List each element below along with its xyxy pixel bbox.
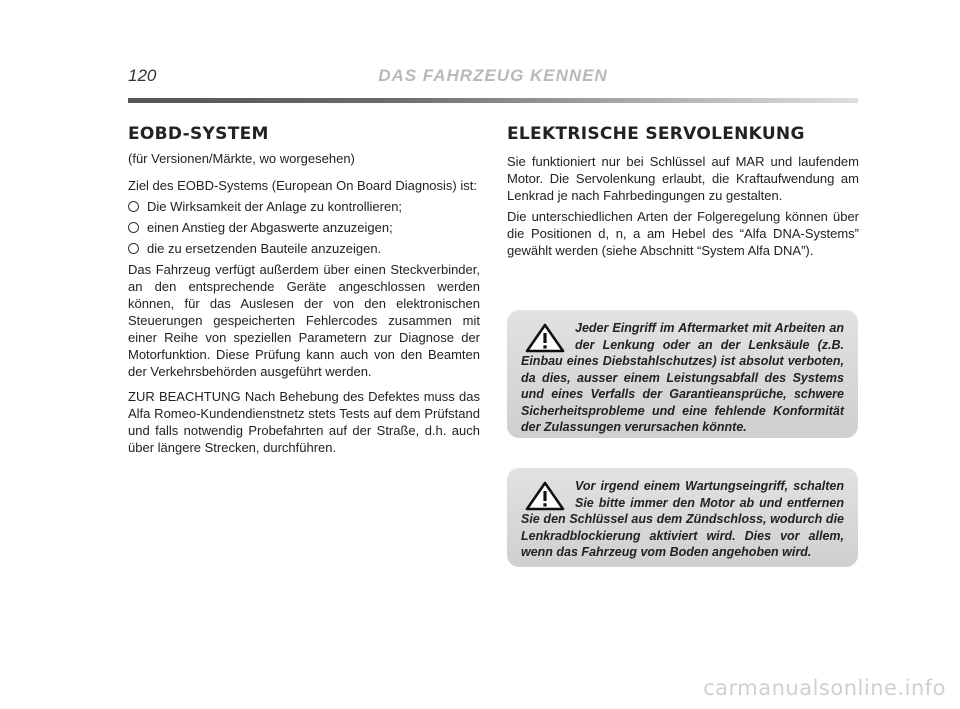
list-item-text: die zu ersetzenden Bauteile anzuzeigen. [147,241,382,256]
servo-section [507,124,859,259]
warning-box-aftermarket [507,310,858,438]
servo-paragraph-modes: Die unterschiedlichen Arten der Folgeregelung können über die Positionen d, n, a am Hebel des “Alfa DNA-Systems” gewählt werden (siehe Abschnitt “System Alfa DNA”). [507,209,859,258]
eobd-title: EOBD-SYSTEM [128,124,269,144]
warning-triangle-icon [525,481,565,511]
page-header [128,66,858,96]
circle-bullet-icon [128,201,139,212]
circle-bullet-icon [128,243,139,254]
circle-bullet-icon [128,222,139,233]
warning-box-maintenance [507,468,858,567]
eobd-section [128,124,480,456]
list-item [128,240,480,257]
eobd-paragraph-connector: Das Fahrzeug verfügt außerdem über einen Steckverbinder, an den entsprechende Geräte angeschlossen werden können, für das Auslesen der von den elektronischen Steuerungen gespeicherten Fehlercodes zusammen mit einer Reihe von speziellen Parametern zur Diagnose der Motorfunktion. Diese Prüfung kann auch von den Beamten der Verkehrsbehörden ausgeführt werden. [128,262,480,379]
warning-text: Vor irgend einem Wartungseingriff, schalten Sie bitte immer den Motor ab und entfernen Sie den Schlüssel aus dem Zündschloss, wodurch die Lenkradblockierung aktiviert wird. Dies vor allem, wenn das Fahrzeug vom Boden angehoben wird. [521,479,844,559]
list-item [128,219,480,236]
eobd-intro: Ziel des EOBD-Systems (European On Board Diagnosis) ist: [128,178,477,193]
list-item [128,198,480,215]
servo-paragraph-function: Sie funktioniert nur bei Schlüssel auf MAR und laufendem Motor. Die Servolenkung erlaubt, die Kraftaufwendung am Lenkrad je nach Fahrbedingungen zu gestalten. [507,154,859,203]
servo-title: ELEKTRISCHE SERVOLENKUNG [507,124,805,144]
eobd-paragraph-note: ZUR BEACHTUNG Nach Behebung des Defektes muss das Alfa Romeo-Kundendienstnetz stets Tests auf dem Prüfstand und falls notwendig Probefahrten auf der Straße, d.h. auch über längere Strecken, durchführen. [128,389,480,455]
list-item-text: Die Wirksamkeit der Anlage zu kontrollieren; [147,199,403,214]
watermark: carmanualsonline.info [703,676,946,700]
warning-triangle-icon [525,323,565,353]
eobd-subtitle: (für Versionen/Märkte, wo worgesehen) [128,151,355,166]
running-title: DAS FAHRZEUG KENNEN [378,66,608,85]
list-item-text: einen Anstieg der Abgaswerte anzuzeigen; [147,220,393,235]
page-number: 120 [128,66,157,85]
warning-text: Jeder Eingriff im Aftermarket mit Arbeiten an der Lenkung oder an der Lenksäule (z.B. Einbau eines Diebstahlschutzes) ist absolut verboten, da dies, ausser einem Leistungsabfall des Systems und eines Verfalls der Garantieansprüche, schwere Sicherheitsprobleme und eine fehlende Konformität der Zulassungen verursachen könnte. [521,321,844,434]
header-rule [128,98,858,103]
